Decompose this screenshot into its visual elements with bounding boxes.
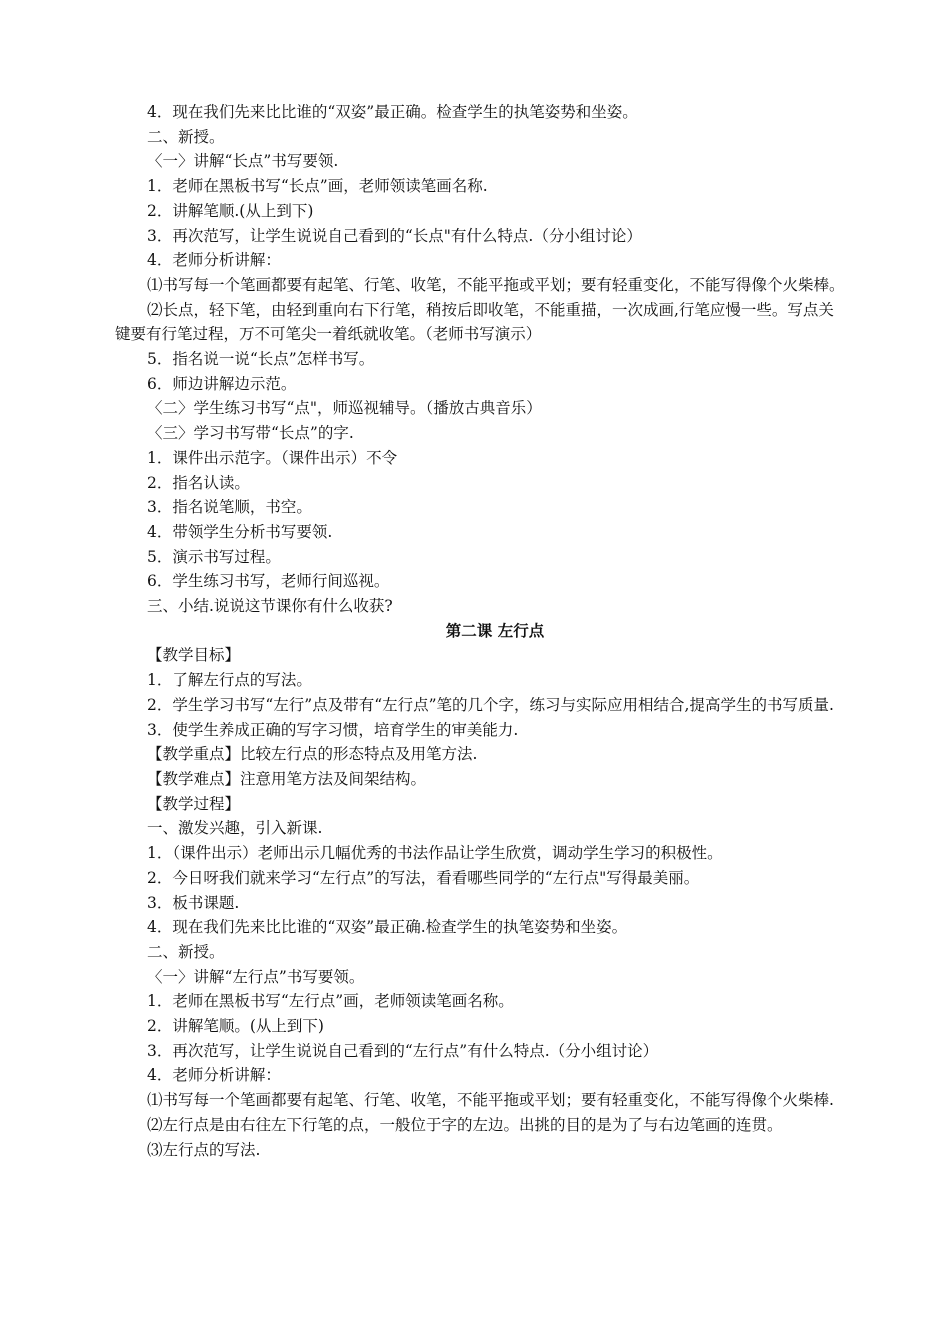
text-line: 〈一〉讲解“长点”书写要领. [147,152,339,171]
text-line: 〈三〉学习书写带“长点”的字. [147,424,354,443]
text-line: 2．讲解笔顺。(从上到下) [147,1017,324,1036]
section-heading: 【教学过程】 [147,794,241,813]
paragraph: ⑵长点，轻下笔，由轻到重向右下行笔，稍按后即收笔，不能重描，一次成画,行笔应慢一些。写点关键要有行笔过程，万不可笔尖一着纸就收笔。（老师书写演示） [115,300,834,344]
text-line: 1．老师在黑板书写“左行点”画，老师领读笔画名称。 [147,992,514,1011]
text-line: 1．课件出示范字。（课件出示）不令 [147,448,398,467]
text-line: 2．指名认读。 [147,473,250,492]
text-line: 6．学生练习书写，老师行间巡视。 [147,572,390,591]
text-line: ⑶左行点的写法. [147,1140,261,1159]
text-line: 2．今日呀我们就来学习“左行点”的写法，看看哪些同学的“左行点"写得最美丽。 [147,868,700,887]
text-line: 4．现在我们先来比比谁的“双姿”最正确.检查学生的执笔姿势和坐姿。 [147,918,628,937]
text-line: 1．老师在黑板书写“长点”画，老师领读笔画名称. [147,177,488,196]
text-line: 4．老师分析讲解： [147,251,281,270]
text-line: 4．带领学生分析书写要领. [147,522,333,541]
text-line: 2．讲解笔顺.(从上到下) [147,201,314,220]
section-heading: 二、新授。 [147,127,225,146]
section-heading: 一、激发兴趣，引入新课. [147,819,323,838]
text-line: 3．再次范写，让学生说说自己看到的“长点"有什么特点.（分小组讨论） [147,226,642,245]
paragraph: ⑴书写每一个笔画都要有起笔、行笔、收笔，不能平拖或平划；要有轻重变化，不能写得像个火柴棒。 [147,275,845,294]
text-line: 3．指名说笔顺，书空。 [147,498,312,517]
paragraph: 2．学生学习书写“左行”点及带有“左行点”笔的几个字，练习与实际应用相结合,提高学生的书写质量. [147,695,834,714]
text-line: 4．现在我们先来比比谁的“双姿”最正确。检查学生的执笔姿势和坐姿。 [147,103,638,121]
text-line: ⑵左行点是由右往左下行笔的点，一般位于字的左边。出挑的目的是为了与右边笔画的连贯。 [147,1115,783,1134]
text-line: 【教学重点】比较左行点的形态特点及用笔方法. [147,745,478,764]
text-line: 6．师边讲解边示范。 [147,374,297,393]
paragraph: ⑴书写每一个笔画都要有起笔、行笔、收笔，不能平拖或平划；要有轻重变化，不能写得像个火柴棒. [147,1091,834,1110]
text-line: 3．再次范写，让学生说说自己看到的“左行点”有什么特点.（分小组讨论） [147,1041,659,1060]
text-line: 5．演示书写过程。 [147,547,281,566]
section-heading: 三、小结.说说这节课你有什么收获? [147,597,393,616]
text-line: 【教学难点】注意用笔方法及间架结构。 [147,769,427,788]
text-line: 4．老师分析讲解： [147,1066,281,1085]
text-line: 〈一〉讲解“左行点”书写要领。 [147,967,365,986]
text-line: 5．指名说一说“长点”怎样书写。 [147,350,375,369]
text-line: 3．使学生养成正确的写字习惯，培育学生的审美能力. [147,720,519,739]
text-line: 1．了解左行点的写法。 [147,671,312,690]
section-heading: 【教学目标】 [147,646,241,665]
document-page [115,100,845,1162]
text-line: 〈二〉学生练习书写“点"，师巡视辅导。（播放古典音乐） [147,399,542,418]
text-line: 1．（课件出示）老师出示几幅优秀的书法作品让学生欣赏，调动学生学习的积极性。 [147,844,723,863]
text-line: 3．板书课题. [147,893,240,912]
lesson-title: 第二课 左行点 [445,620,545,640]
section-heading: 二、新授。 [147,942,225,961]
